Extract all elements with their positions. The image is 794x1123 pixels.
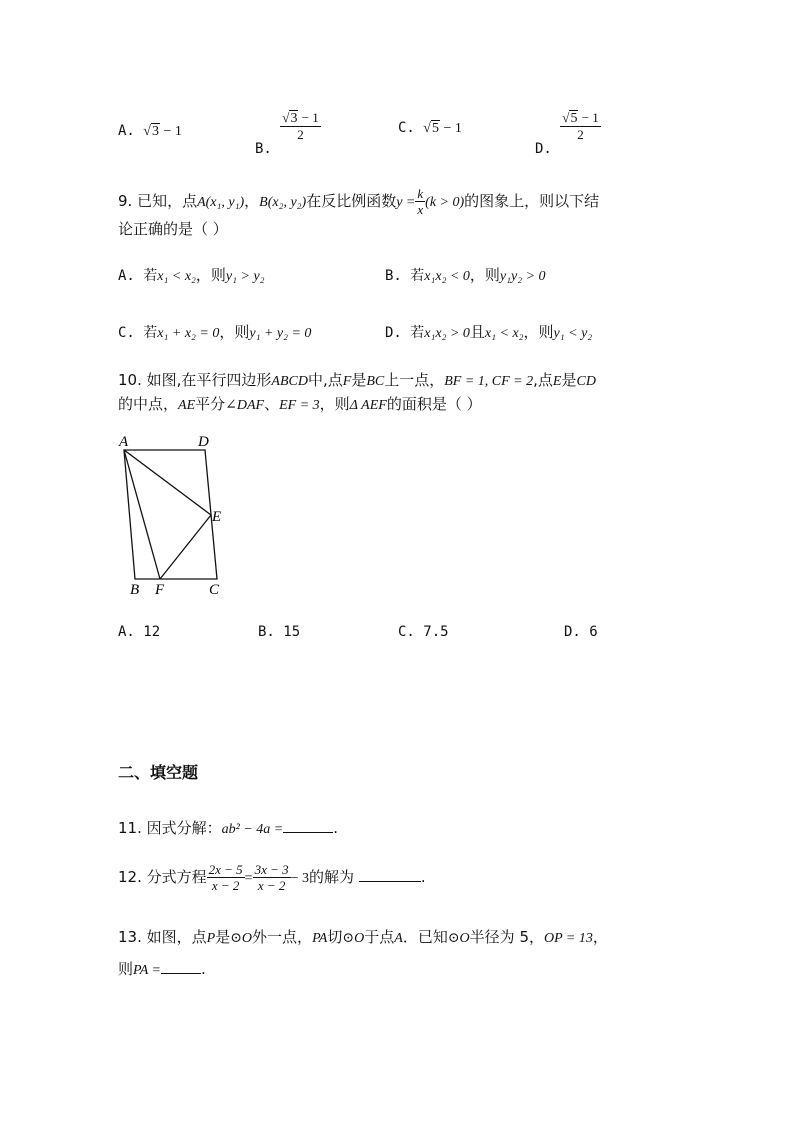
q9-option-b: B. 若x₁x₂ < 0，则y₁y₂ > 0 [385, 266, 546, 284]
q8-option-b-value: $\frac{√3 - 1}{2}$ [282, 110, 319, 142]
q11-answer-blank[interactable] [283, 818, 333, 833]
q9-stem-line2: 论正确的是（ ） [118, 220, 228, 238]
q8-option-c [398, 120, 462, 137]
q10-option-a: A. 12 [118, 624, 161, 640]
q8-option-a-value: √3 − 1 [143, 124, 182, 139]
label-d: D [198, 434, 209, 450]
parallelogram-abcd [124, 450, 217, 579]
label-c: C [209, 582, 220, 598]
q9-function-fraction: $\frac{k}{x}$ [417, 186, 424, 217]
q9-point-b: B(x₂, y₂) [259, 195, 307, 210]
q10-stem-line1: 10. 如图,在平行四边形ABCD中,点F是BC上一点，BF = 1, CF = 2,点E是CD [118, 371, 596, 389]
label-b: B [130, 582, 140, 598]
q12-answer-blank[interactable] [359, 867, 421, 882]
q8-option-d-value: $\frac{√5 - 1}{2}$ [562, 110, 599, 142]
label-f: F [155, 582, 165, 598]
q10-option-b: B. 15 [258, 624, 301, 640]
q10-option-d: D. 6 [564, 624, 598, 640]
q8-option-b-label: B. [255, 141, 272, 157]
q12: 12. 分式方程 $\frac{2x - 5}{x - 2}$ = $\frac{3x - 3}{x - 2}$ − 3的解为 . [118, 862, 426, 893]
label-a: A [119, 434, 129, 450]
q10-option-c: C. 7.5 [398, 624, 449, 640]
q12-fraction-right: $\frac{3x - 3}{x - 2}$ [254, 862, 289, 893]
q13-answer-blank[interactable] [161, 959, 201, 974]
q11: 11. 因式分解：ab² − 4a = . [118, 819, 338, 837]
section-title-fill-in-blank: 二、填空题 [118, 763, 199, 782]
q10-stem-line2: 的中点，AE平分∠DAF、EF = 3，则Δ AEF的面积是（ ） [118, 395, 482, 413]
q10-parallelogram-figure [110, 430, 240, 600]
q8-option-d-label: D. [535, 141, 552, 157]
q8-option-b [255, 110, 321, 157]
q9-option-c: C. 若x₁ + x₂ = 0，则y₁ + y₂ = 0 [118, 323, 312, 341]
q9-option-d: D. 若x₁x₂ > 0且x₁ < x₂，则y₁ < y₂ [385, 323, 593, 341]
segment-ef [160, 515, 211, 579]
segment-ae [124, 450, 211, 515]
q8-option-a-label: A. [118, 123, 135, 139]
q8-option-c-label: C. [398, 120, 415, 136]
label-e: E [212, 509, 222, 525]
q9-point-a: A(x₁, y₁) [197, 195, 245, 210]
q13-line2: 则PA = . [118, 960, 206, 978]
q9-stem-line1: 9. 已知，点A(x₁, y₁)，B(x₂, y₂)在反比例函数y = $\frac{k}{x}$ (k > 0)的图象上，则以下结 [118, 186, 600, 217]
q8-option-d [535, 110, 601, 157]
q8-option-c-value: √5 − 1 [423, 121, 462, 136]
q8-option-a [118, 123, 182, 140]
q9-option-a: A. 若x₁ < x₂，则y₁ > y₂ [118, 266, 265, 284]
q12-fraction-left: $\frac{2x - 5}{x - 2}$ [208, 862, 243, 893]
q13-line1: 13. 如图，点P是⊙O外一点，PA切⊙O于点A．已知⊙O半径为 5，OP = 13， [118, 928, 608, 946]
